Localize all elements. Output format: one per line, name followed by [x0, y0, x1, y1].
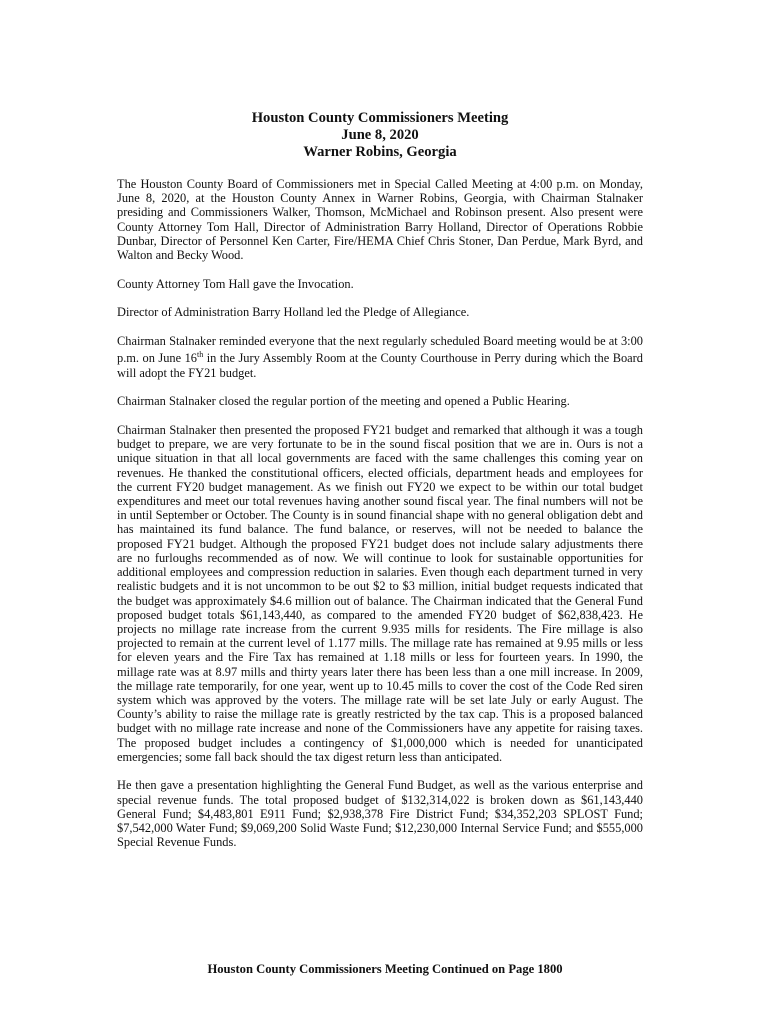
- fund-breakdown-paragraph: He then gave a presentation highlighting the General Fund Budget, as well as the various enterprise and special revenue funds. The total proposed budget of $132,314,022 is broken down as $61,143,440 General Fund; $4,483,801 E911 Fund; $2,938,378 Fire District Fund; $34,352,203 SPLOST Fund; $7,542,000 Water Fund; $9,069,200 Solid Waste Fund; $12,230,000 Internal Service Fund; and $555,000 Special Revenue Funds.: [117, 778, 643, 850]
- public-hearing-paragraph: Chairman Stalnaker closed the regular portion of the meeting and opened a Public Hearing.: [117, 394, 570, 409]
- budget-presentation-paragraph: Chairman Stalnaker then presented the proposed FY21 budget and remarked that although it was a tough budget to prepare, we are very fortunate to be in the sound fiscal position that we are in. Ours is not a unique situation in that all local governments are faced with the same challenges this coming year on revenues. He thanked the constitutional officers, elected officials, department heads and employees for the current FY20 budget management. As we finish out FY20 we expect to be within our total budget expenditures and meet our total revenues having another sound fiscal year. The final numbers will not be in until September or October. The County is in sound financial shape with no general obligation debt and has maintained its fund balance. The fund balance, or reserves, will not be needed to balance the proposed FY21 budget. Although the proposed FY21 budget does not include salary adjustments there are no furloughs recommended as of now. We will continue to look for sustainable opportunities for additional employees and compression reduction in salaries. Even though each department turned in very realistic budgets and it is not uncommon to be out $2 to $3 million, initial budget requests indicated that the budget was approximately $4.6 million out of balance. The Chairman indicated that the General Fund proposed budget totals $61,143,440, as compared to the amended FY20 budget of $62,838,423. He projects no millage rate increase from the current 9.935 mills for residents. The Fire millage is also projected to remain at the current level of 1.177 mills. The millage rate has remained at 9.95 mills or less for eleven years and the Fire Tax has remained at 1.18 mills or less for fourteen years. In 1990, the millage rate was at 8.97 mills and thirty years later there has been less than a one mill increase. In 2009, the millage rate temporarily, for one year, went up to 10.45 mills to cover the cost of the Code Red siren system which was approved by the voters. The millage rate will be set late July or early August. The County’s ability to raise the millage rate is greatly restricted by the tax cap. This is a proposed balanced budget with no millage rate increase and none of the Commissioners have any appetite for raising taxes. The proposed budget includes a contingency of $1,000,000 which is needed for unanticipated emergencies; some fall back should the tax digest return less than anticipated.: [117, 423, 643, 764]
- next-meeting-text: Chairman Stalnaker reminded everyone that the next regularly scheduled Board meeting would be at 3:00 p.m. on June 16: [117, 334, 643, 366]
- document-page: [117, 110, 643, 864]
- meeting-date: June 8, 2020: [341, 127, 419, 143]
- continuation-footer: Houston County Commissioners Meeting Continued on Page 1800: [207, 962, 563, 976]
- next-meeting-paragraph: [117, 334, 643, 380]
- attendance-paragraph: The Houston County Board of Commissioners met in Special Called Meeting at 4:00 p.m. on Monday, June 8, 2020, at the Houston County Annex in Warner Robins, Georgia, with Chairman Stalnaker presiding and Commissioners Walker, Thomson, McMichael and Robinson present. Also present were County Attorney Tom Hall, Director of Administration Barry Holland, Director of Operations Robbie Dunbar, Director of Personnel Ken Carter, Fire/HEMA Chief Chris Stoner, Dan Perdue, Mark Byrd, and Walton and Becky Wood.: [117, 177, 643, 263]
- pledge-paragraph: Director of Administration Barry Holland led the Pledge of Allegiance.: [117, 305, 470, 320]
- meeting-title: Houston County Commissioners Meeting: [251, 110, 509, 126]
- meeting-location: Warner Robins, Georgia: [303, 144, 457, 160]
- ordinal-suffix: th: [196, 350, 204, 360]
- document-header: [117, 110, 643, 161]
- next-meeting-text-continued: in the Jury Assembly Room at the County Courthouse in Perry during which the Board will adopt the FY21 budget.: [117, 351, 643, 380]
- invocation-paragraph: County Attorney Tom Hall gave the Invocation.: [117, 276, 354, 291]
